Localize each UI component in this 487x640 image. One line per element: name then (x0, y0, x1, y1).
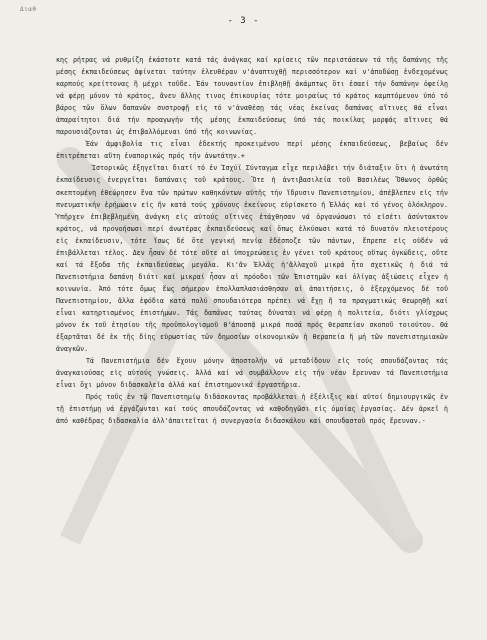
document-body (56, 54, 448, 427)
paragraph-1: κης ρήτρας νά ρυθμίζη ἑκάστοτε κατά τάς ἀνάγκας καί κρίσεις τῶν περιστάσεων τά τῆς δαπάνης τῆς μέσης ἐκπαιδεύσεως ἀφίνεται ταύτην ἐλευθέραν ν'ἀναπτυχθῇ περισσότερον καί ν'ἀποδώσῃ ἐνδεχομένως καρπούς κρείττονας ἢ μέχρι τοῦδε. Ἐάν τουναντίον ἐπιβληθῇ ἀκάμπτως ὅτι ἐσαεί τήν δαπάνην ὀφείλῃ νά φέρῃ μόνον τό κράτος, ἄνευ ἄλλης τινος ἐπικουρίας τότε μοιραίως τό κράτος καμπτόμενον ὑπό τό βάρος τῶν ὅλων δαπανῶν συστροφῇ εἰς τό ν'ἀναθέσῃ τάς νέας ἐκείνας δαπάνας αἵτινες θά εἶναι ἀπαραίτητοι διά τήν προαγωγήν τῆς μέσης ἐκπαιδεύσεως ὑπό τάς ποικίλας μορφάς αἵτινες θά παρουσιάζονται ὡς ἐπιβαλλόμεναι ὑπό τῆς κοινωνίας. (56, 56, 448, 137)
paragraph-5: Πρός τοῦς ἐν τῷ Πανεπιστημίῳ διδάσκοντας προβάλλεται ἡ ἐξέλιξις καί αὐτοί δημιουργικῶς ἐν τῇ ἐπιστήμῃ νά ἐργάζωνται καί τούς σπουδάζοντας νά καθοδηγῶσι εἰς ὁμοίας ἐργασίας. Δέν ἀρκεῖ ἡ ἀπό καθέδρας διδασκαλία ἀλλ'ἀπαιτεῖται ἡ συνεργασία διδασκάλου καί σπουδαστοῦ πρός ἔρευναν.- (56, 393, 448, 426)
page-number: - 3 - (227, 16, 260, 26)
paragraph-3: Ἱστορικῶς ἐξηγεῖται διατί τό ἐν Ἰσχύϊ Σύνταγμα εἶχε περιλάβει τήν διάταξιν ὅτι ἡ ἀνωτάτη ἐκπαίδευσις ἐνεργεῖται δαπάναις τοῦ κράτους. Ὅτε ἡ ἀντιβασιλεία τοῦ Βασιλέως Ὄθωνος ὀρθῶς σκεπτομένη ἐθεώρησεν ἕνα τῶν πρώτων καθηκόντων αὐτῆς τήν ἵδρυσιν Πανεπιστημίου, ἀπέβλεπεν εἰς τήν πνευματικήν ἐρήμωσιν εἰς ἥν κατά τούς χρόνους ἐκείνους εὑρίσκετο ἡ Ἑλλάς καί τό γένος ὁλόκληρον. Ὑπῆρχεν ἐπιβεβλημένη ἀνάγκη εἰς αὐτούς οἵτινες ἐτάχθησαν νά ὀργανώσωσι τό εἰσέτι ἀσύντακτον κράτος, νά προνοήσωσι περί ἀνωτέρας ἐκπαιδεύσεως καί ὅπως ἑλκύσωσι κατά τό δυνατόν πλειοτέρους εἰς ἐκπαίδευσιν, τότε ἴσως δέ ὅτε γενική πενία ἐδέσποζε τῶν πάντων, ἔπρεπε εἰς οὐδέν νά ἐπιβάλλεται τέλος. Δεν ἦσαν δέ τότε οὔτε αἱ ὑποχρεώσεις ἐν γένει τοῦ κράτους οὕτως ὀγκώδεις, οὔτε καί τά ἔξοδα τῆς ἐκπαιδεύσεως μεγάλα. Κι'ἄν Ἑλλάς ἡ'ἄλλαχοῦ μικρά ἦτο σχετικῶς ἡ διά τά Πανεπιστήμια δαπάνη διότι καί μικραί ἦσαν αἱ πρόοδοι τῶν Ἐπιστημῶν καί ὀλίγας ἀξιώσεις εἶχεν ἡ κοινωνία. Ἀπό τότε ὅμως ἕως σήμερον ἐπολλαπλασιάσθησαν αἱ ἀπαιτήσεις, ὁ ἐξερχόμενος δέ τοῦ Πανεπιστημίου, ἄλλα ἐφόδια κατά πολύ σπουδαιότερα πρέπει νά ἔχῃ ἤ τα πραγματικώς θεωρηθῇ καί εἶναι κατηρτισμένος ἐπιστήμων. Τάς δαπάνας ταύτας δύναται νά φέρῃ ἡ πολιτεία, διότι γλίσχρως μόνον ἐκ τοῦ ἐτησίου τῆς προϋπολογισμοῦ θ'ἀποσπᾷ μικρά ποσά πρός θεραπείαν σκοποῦ τοιούτου. Θά ἐξαρτᾶται δέ ἐκ τῆς δίης εὐρωστίας τῶν δημοσίων οἰκονομικῶν ἡ θεραπεία ἤ μή τῶν πανεπιστημιακῶν ἀναγκῶν. (56, 164, 448, 354)
paragraph-2: Ἐάν ἀμφιβολία τις εἶναι ἐδεκτής προκειμένου περί μέσης ἐκπαιδεύσεως, βεβαίως δέν ἐπιτρέπεται αὕτη ἐναπορικώς πρός τήν ἀνωτάτην.+ (56, 140, 448, 161)
paragraph-4: Τά Πανεπιστήμια δέν ἔχουν μόνην ἀποστολήν νά μεταδίδουν εἰς τούς σπουδάζοντας τάς ἀναγκαιούσας εἰς αὐτούς γνώσεις. Ἀλλά καί νά συμβάλλουν εἰς τήν νέαν ἔρευναν τά Πανεπιστήμια εἶναι ὄχι μόνον διδασκαλεῖα ἀλλά καί ἐπιστημονικά ἐργαστήρια. (56, 357, 448, 390)
corner-handwritten-mark: Διαθ (20, 6, 37, 13)
